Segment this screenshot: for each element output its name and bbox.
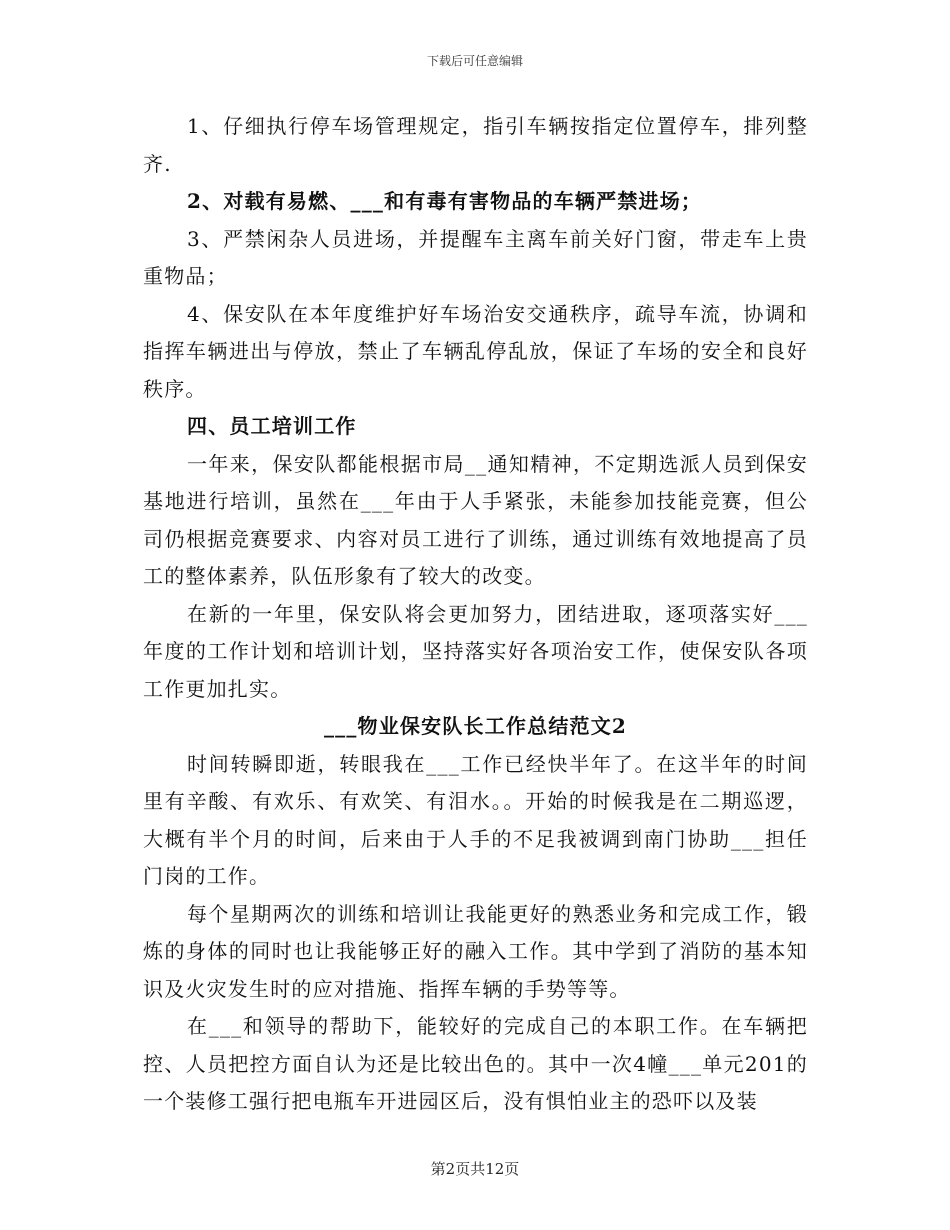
paragraph-training: 一年来，保安队都能根据市局__通知精神，不定期选派人员到保安基地进行培训，虽然在___年由于人手紧张，未能参加技能竞赛，但公司仍根据竞赛要求、内容对员工进行了训练，通过训练有效地提高了员工的整体素养，队伍形象有了较大的改变。	[143, 451, 808, 588]
paragraph-parking-rule-4: 4、保安队在本年度维护好车场治安交通秩序，疏导车流，协调和指挥车辆进出与停放，禁止了车辆乱停乱放，保证了车场的安全和良好秩序。	[143, 301, 808, 401]
paragraph-parking-rule-1: 1、仔细执行停车场管理规定，指引车辆按指定位置停车，排列整齐.	[143, 114, 808, 176]
paragraph-parking-rule-2: 2、对载有易燃、___和有毒有害物品的车辆严禁进场；	[187, 189, 703, 213]
document-body	[143, 108, 808, 1121]
paragraph-weekly-training: 每个星期两次的训练和培训让我能更好的熟悉业务和完成工作，锻炼的身体的同时也让我能够正好的融入工作。其中学到了消防的基本知识及火灾发生时的应对措施、指挥车辆的手势等等。	[143, 901, 808, 1001]
page-footer: 第2页共12页	[430, 1160, 520, 1178]
document-section-title: ___物业保安队长工作总结范文2	[323, 714, 628, 738]
paragraph-new-year-plan: 在新的一年里，保安队将会更加努力，团结进取，逐项落实好___年度的工作计划和培训计划，坚持落实好各项治安工作，使保安队各项工作更加扎实。	[143, 601, 808, 701]
section-heading-training: 四、员工培训工作	[187, 414, 357, 438]
page-header: 下载后可任意编辑	[426, 54, 523, 68]
paragraph-parking-rule-3: 3、严禁闲杂人员进场，并提醒车主离车前关好门窗，带走车上贵重物品；	[143, 226, 808, 288]
paragraph-half-year: 时间转瞬即逝，转眼我在___工作已经快半年了。在这半年的时间里有辛酸、有欢乐、有欢笑、有泪水。。开始的时候我是在二期巡逻，大概有半个月的时间，后来由于人手的不足我被调到南门协助___担任门岗的工作。	[143, 751, 808, 888]
paragraph-vehicle-control: 在___和领导的帮助下，能较好的完成自己的本职工作。在车辆把控、人员把控方面自认为还是比较出色的。其中一次4幢___单元201的一个装修工强行把电瓶车开进园区后，没有惧怕业主的恐吓以及装	[143, 1014, 808, 1113]
